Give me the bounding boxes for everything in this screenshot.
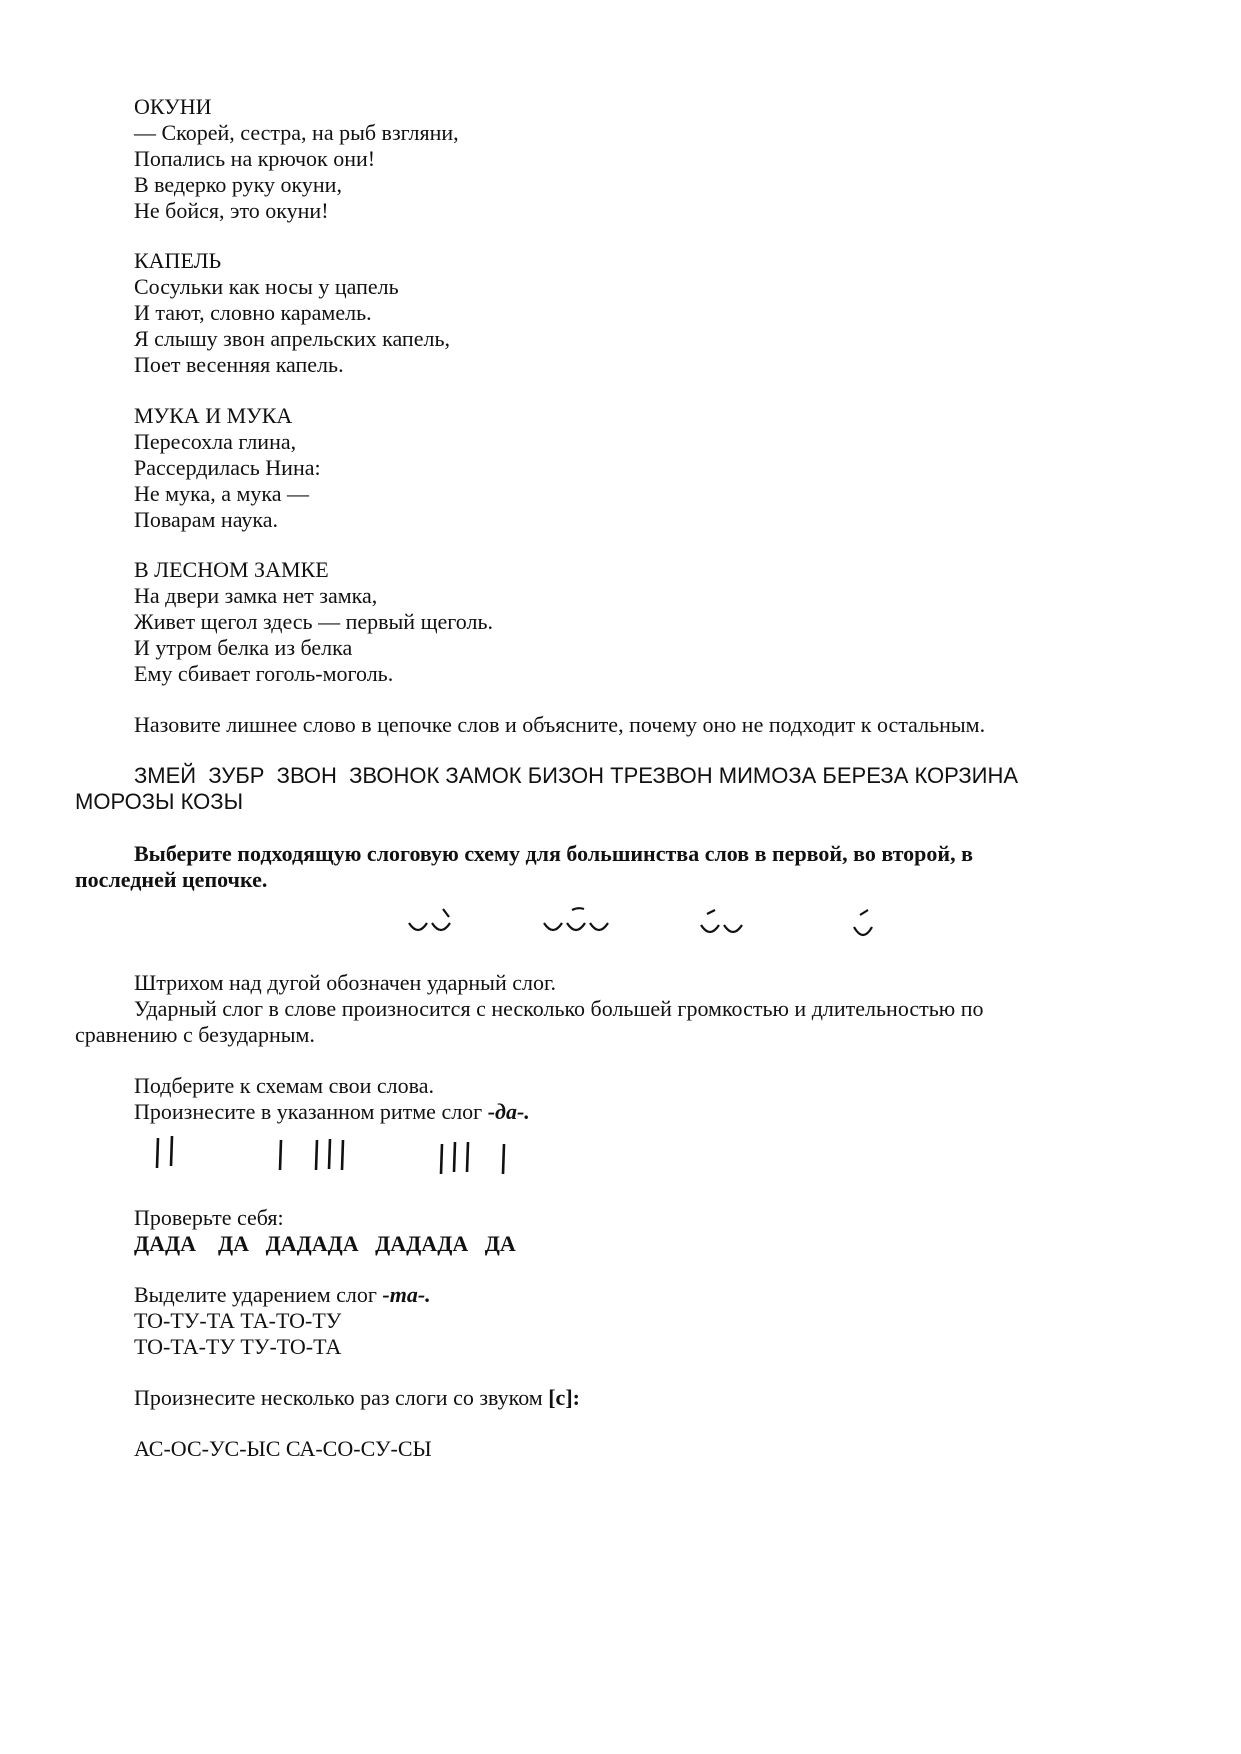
rhythm-bar (280, 1140, 281, 1170)
task-rhythm-syllable: -да-. (487, 1099, 530, 1124)
rhythm-pattern (140, 1130, 540, 1180)
note-stress-detail: сравнению с безударным. (75, 1022, 315, 1047)
poem-line: Пересохла глина, (134, 429, 297, 454)
rhythm-group-1 (157, 1136, 172, 1168)
poem-line: Живет щегол здесь — первый щеголь. (134, 609, 493, 634)
poem-title: МУКА И МУКА (134, 403, 293, 428)
task-rhythm (134, 1099, 530, 1125)
check-label: Проверьте себя: (134, 1205, 284, 1230)
poem-line: Поет весенняя капель. (134, 352, 344, 377)
task-pick-words: Подберите к схемам свои слова. (134, 1073, 434, 1098)
task-stress-syllable: -та-. (382, 1282, 431, 1307)
task-stress (134, 1282, 431, 1308)
rhythm-group-3 (441, 1142, 504, 1174)
rhythm-group-2 (280, 1139, 343, 1170)
rhythm-bar (157, 1138, 158, 1168)
rhythm-bar (342, 1140, 343, 1170)
scheme-icon-1-syllable-stress-1 (850, 905, 890, 945)
note-stress-detail: Ударный слог в слове произносится с несколько большей громкостью и длительностью по (134, 996, 984, 1021)
poem-line: В ведерко руку окуни, (134, 172, 342, 197)
poem-line: Рассердилась Нина: (134, 455, 321, 480)
scheme-icon-3-syllable-stress-2 (540, 905, 630, 945)
task-sound-text: Произнесите несколько раз слоги со звуком (134, 1385, 549, 1410)
task-sound-symbol: [с]: (548, 1385, 580, 1410)
rhythm-bar (316, 1140, 317, 1170)
stress-line: ТО-ТА-ТУ ТУ-ТО-ТА (134, 1334, 342, 1359)
poem-line: На двери замка нет замка, (134, 583, 378, 608)
poem-title: КАПЕЛЬ (134, 248, 222, 273)
poem-line: — Скорей, сестра, на рыб взгляни, (134, 120, 459, 145)
scheme-icon-2-syllable-stress-2 (405, 905, 475, 945)
task-sound (134, 1385, 580, 1411)
poem-line: И тают, словно карамель. (134, 300, 372, 325)
task-stress-text: Выделите ударением слог (134, 1282, 383, 1307)
word-chain-line: ЗМЕЙ ЗУБР ЗВОН ЗВОНОК ЗАМОК БИЗОН ТРЕЗВОН МИМОЗА БЕРЕЗА КОРЗИНА (134, 763, 1019, 788)
poem-line: Не мука, а мука — (134, 481, 310, 506)
note-stress: Штрихом над дугой обозначен ударный слог. (134, 970, 557, 995)
rhythm-bar (441, 1144, 442, 1174)
poem-line: Попались на крючок они! (134, 146, 376, 171)
word-chain-line: МОРОЗЫ КОЗЫ (75, 789, 244, 814)
scheme-icon-2-syllable-stress-1 (697, 905, 767, 945)
rhythm-bar (467, 1142, 468, 1172)
stress-line: ТО-ТУ-ТА ТА-ТО-ТУ (134, 1308, 342, 1333)
poem-title: В ЛЕСНОМ ЗАМКЕ (134, 557, 329, 582)
task-scheme: Выберите подходящую слоговую схему для большинства слов в первой, во второй, в (134, 841, 973, 866)
check-answer: ДАДА ДА ДАДАДА ДАДАДА ДА (134, 1231, 516, 1256)
sound-line: АС-ОС-УС-ЫС СА-СО-СУ-СЫ (134, 1436, 432, 1461)
poem-title: ОКУНИ (134, 94, 212, 119)
poem-line: Не бойся, это окуни! (134, 198, 329, 223)
rhythm-bar (454, 1142, 455, 1172)
rhythm-bar (503, 1144, 504, 1174)
poem-line: Сосульки как носы у цапель (134, 274, 399, 299)
poem-line: Ему сбивает гоголь-моголь. (134, 661, 394, 686)
poem-line: Поварам наука. (134, 507, 278, 532)
task-scheme: последней цепочке. (75, 867, 268, 892)
poem-line: Я слышу звон апрельских капель, (134, 326, 450, 351)
task-rhythm-text: Произнесите в указанном ритме слог (134, 1099, 488, 1124)
rhythm-bar (329, 1139, 330, 1169)
poem-line: И утром белка из белка (134, 635, 353, 660)
task-odd-word: Назовите лишнее слово в цепочке слов и объясните, почему оно не подходит к остальным. (134, 712, 986, 737)
rhythm-bar (171, 1136, 172, 1166)
